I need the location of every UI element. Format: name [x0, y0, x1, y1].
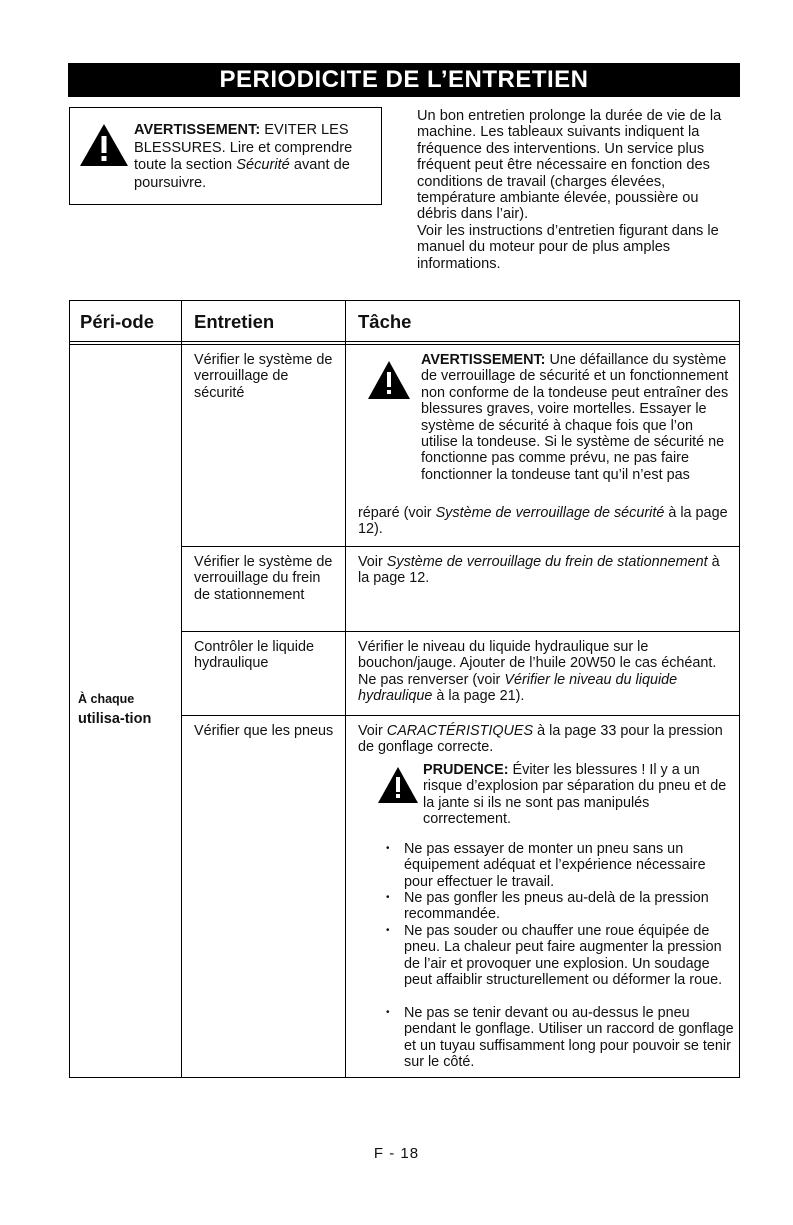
list-item: • Ne pas se tenir devant ou au-dessus le pneu pendant le gonflage. Utiliser un raccord de gonflage et un tuyau suffisamment long pour pouvoir se tenir sur le côté. [386, 1005, 734, 1071]
header-period: Péri-ode [80, 311, 155, 332]
warning-triangle-icon [367, 360, 411, 400]
header-divider [70, 344, 739, 345]
warning-text: AVERTISSEMENT: EVITER LES BLESSURES. Lire et comprendre toute la section Sécurité avant de poursuivre. [134, 122, 353, 191]
row-divider [181, 631, 739, 632]
column-divider [345, 301, 346, 1077]
intro-paragraph: Voir les instructions d’entretien figurant dans le manuel du moteur pour de plus amples informations. [417, 222, 719, 272]
list-item: • Ne pas gonfler les pneus au-delà de la pression recommandée. [386, 890, 709, 923]
task-warning-text: AVERTISSEMENT: Une défaillance du système de verrouillage de sécurité et un fonctionnement non conforme de la tondeuse peut entraîner des blessures graves, voire mortelles. Essayer le système de sécurité à chaque fois que l’on utilise la tondeuse. Si le système de sécurité ne fonctionne pas comme prévu, ne pas faire fonctionner la tondeuse tant qu’il n’est pas [421, 352, 729, 483]
page-title: PERIODICITE DE L’ENTRETIEN [68, 63, 740, 97]
intro-text [417, 108, 742, 272]
maintenance-cell: Vérifier le système de verrouillage de sécurité [194, 352, 333, 401]
period-cell: À chaque utilisa-tion [78, 692, 152, 728]
list-item: • Ne pas essayer de monter un pneu sans un équipement adéquat et l’expérience nécessaire pour effectuer le travail. [386, 841, 706, 890]
header-task: Tâche [358, 311, 412, 332]
warning-triangle-icon [78, 122, 130, 168]
page-number: F - 18 [373, 1145, 420, 1162]
row-divider [181, 546, 739, 547]
task-warning-tail: réparé (voir Système de verrouillage de sécurité à la page 12). [358, 505, 728, 538]
caution-text: PRUDENCE: Éviter les blessures ! Il y a un risque d’explosion par séparation du pneu et de la jante si ils ne sont pas manipulés correctement. [423, 762, 727, 828]
task-cell: Voir Système de verrouillage du frein de stationnement à la page 12. [358, 554, 720, 587]
caution-triangle-icon [377, 766, 419, 804]
row-divider [181, 715, 739, 716]
maintenance-cell: Vérifier que les pneus [194, 723, 334, 739]
task-cell: Vérifier le niveau du liquide hydraulique sur le bouchon/jauge. Ajouter de l’huile 20W50 le cas échéant. Ne pas renverser (voir Vérifier le niveau du liquide hydraulique à la page 21). [358, 639, 717, 705]
warning-box [69, 107, 382, 205]
maintenance-table [69, 300, 740, 1078]
intro-paragraph: Un bon entretien prolonge la durée de vie de la machine. Les tableaux suivants indiquent la fréquence des interventions. Un service plus fréquent peut être nécessaire en fonction des conditions de travail (charges élevées, température ambiante élevée, poussière ou débris dans l’air). [417, 108, 722, 223]
column-divider [181, 301, 182, 1077]
header-divider [70, 341, 739, 342]
list-item: • Ne pas souder ou chauffer une roue équipée de pneu. La chaleur peut faire augmenter la pression de l’air et provoquer une explosion. Un soudage peut affaiblir structurellement ou déformer la roue. [386, 923, 723, 989]
maintenance-cell: Contrôler le liquide hydraulique [194, 639, 314, 672]
header-maintenance: Entretien [194, 311, 275, 332]
task-cell: Voir CARACTÉRISTIQUES à la page 33 pour la pression de gonflage correcte. [358, 723, 723, 756]
maintenance-cell: Vérifier le système de verrouillage du frein de stationnement [194, 554, 333, 603]
